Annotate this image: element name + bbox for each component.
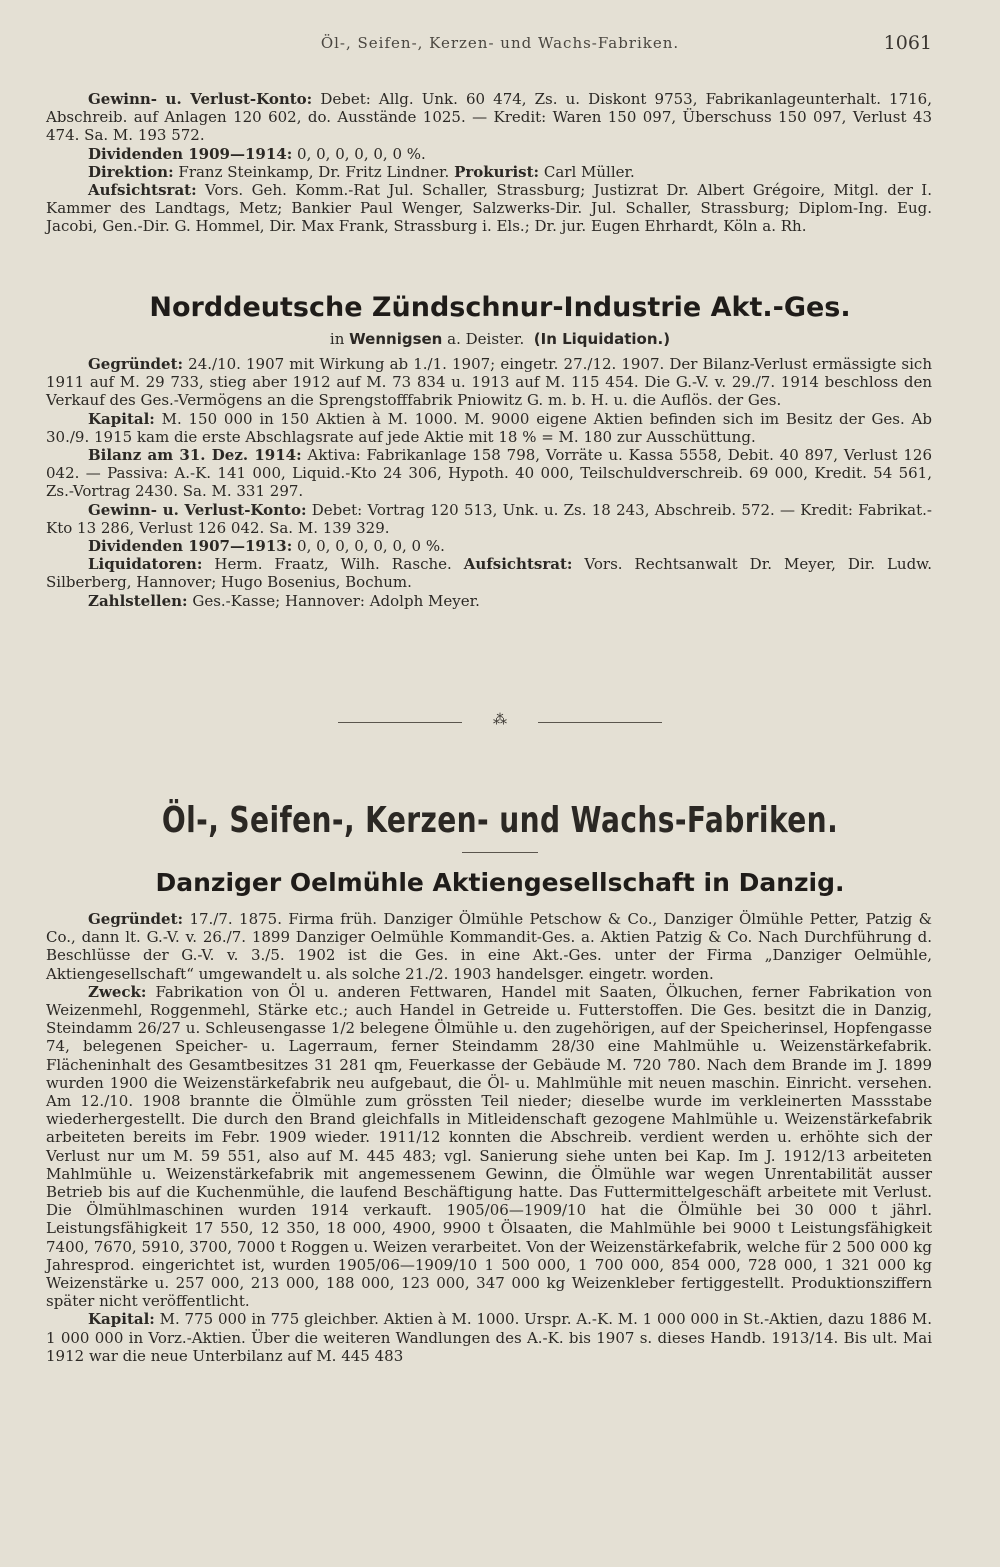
bilanz-text: Aktiva: Fabrikanlage 158 798, Vorräte u. Kassa 5558, Debit. 40 897, Verlust 126 042. — Passiva: A.-K. 141 000, Liquid.-Kto 24 306, Hypoth. 40 000, Teilschuldverschreib. 69 000, Kredit. 54 561, Zs.-Vortrag 2430. Sa. M. 331 297. — [46, 446, 932, 501]
direktion-text: Franz Steinkamp, Dr. Fritz Lindner. — [178, 162, 450, 181]
kapital-label: Kapital: — [88, 409, 155, 428]
kapital-text: M. 150 000 in 150 Aktien à M. 1000. M. 9000 eigene Aktien befinden sich im Besitz der Ges. Ab 30./9. 1915 kam die erste Abschlagsrate auf jede Aktie mit 18 % = M. 180 zur Ausschüttung. — [46, 409, 932, 446]
dividenden-label: Dividenden 1907—1913: — [88, 537, 293, 556]
aufsichtsrat-label: Aufsichtsrat: — [88, 181, 197, 200]
aufsichtsrat-text: Vors. Rechtsanwalt Dr. Meyer, Dir. Ludw. Silberberg, Hannover; Hugo Bosenius, Bochum. — [46, 555, 933, 592]
zweck-text: Fabrikation von Öl u. anderen Fettwaren, Handel mit Saaten, Ölkuchen, ferner Fabrikation von Weizenmehl, Roggenmehl, Stärke etc.; auch Handel in Getreide u. Futterstoffen. Die Ges. besitzt die in Danzig, Steindamm 26/27 u. Schleusengasse 1/2 belegene Ölmühle u. den zugehörigen, auf der Speicherinsel, Hopfengasse 74, belegenen Speicher- u. Lagerraum, ferner Steindamm 28/30 eine Mahlmühle u. Weizenstärkefabrik. Flächeninhalt des Gesamtbesitzes 31 281 qm, Feuerkasse der Gebäude M. 720 780. Nach dem Brande im J. 1899 wurden 1900 die Weizenstärkefabrik neu aufgebaut, die Öl- u. Mahlmühle mit neuen maschin. Einricht. versehen. Am 12./10. 1908 brannte die Ölmühle zum grössten Teil nieder; dieselbe wurde im verkleinerten Massstabe wiederhergestellt. Die durch den Brand gleichfalls in Mitleidenschaft gezogene Mahlmühle u. Weizenstärkefabrik arbeiteten bereits im Febr. 1909 wieder. 1911/12 konnten die Abschreib. verdient werden u. erhöhte sich der Verlust nur um M. 59 551, also auf M. 445 483; vgl. Sanierung siehe unten bei Kap. Im J. 1912/13 arbeiteten Mahlmühle u. Weizenstärkefabrik mit angemessenem Gewinn, die Ölmühle war wegen Unrentabilität ausser Betrieb bis auf die Kuchenmühle, die laufend Beschäftigung hatte. Das Futtermittelgeschäft arbeitete mit Verlust. Die Ölmühlmaschinen wurden 1914 verkauft. 1905/06—1909/10 hat die Ölmühle bei 30 000 t jährl. Leistungsfähigkeit 17 550, 12 350, 18 000, 4900, 9900 t Ölsaaten, die Mahlmühle bei 9000 t Leistungsfähigkeit 7400, 7670, 5910, 3700, 7000 t Roggen u. Weizen verarbeitet. Von der Weizenstärkefabrik, welche für 2 500 000 kg Jahresprod. eingerichtet ist, wurden 1905/06—1909/10 1 500 000, 1 700 000, 854 000, 728 000, 1 321 000 kg Weizenstärke u. 257 000, 213 000, 188 000, 123 000, 347 000 kg Weizenkleber fertiggestellt. Produktionsziffern später nicht veröffentlicht. — [46, 982, 932, 1311]
company1-title: Norddeutsche Zündschnur-Industrie Akt.-Ges. — [149, 292, 851, 323]
liquidation-status: (In Liquidation.) — [533, 330, 671, 348]
company2-body — [46, 910, 932, 1365]
gegruendet-text: 17./7. 1875. Firma früh. Danziger Ölmühle Petschow & Co., Danziger Ölmühle Petter, Patzig & Co., dann lt. G.-V. v. 26./7. 1899 Danziger Oelmühle Kommandit-Ges. a. Aktien Patzig & Co. Nach Durchführung d. Beschlüsse der G.-V. v. 3./5. 1902 ist die Ges. in eine Akt.-Ges. unter der Firma „Danziger Oelmühle, Aktiengesellschaft“ umgewandelt u. als solche 21./2. 1903 handelsger. eingetr. worden. — [46, 910, 932, 983]
page-header — [0, 34, 1000, 62]
direktion-label: Direktion: — [88, 162, 174, 181]
company1-location-line — [0, 330, 1000, 348]
dividenden-text: 0, 0, 0, 0, 0, 0 %. — [297, 144, 426, 163]
dividenden-text: 0, 0, 0, 0, 0, 0, 0 %. — [297, 537, 445, 556]
gewinn-text: Debet: Allg. Unk. 60 474, Zs. u. Diskont 9753, Fabrikanlageunterhalt. 1716, Abschreib. auf Anlagen 120 602, do. Ausstände 1025. — Kredit: Waren 150 097, Überschuss 150 097, Verlust 43 474. Sa. M. 193 572. — [46, 90, 932, 145]
company2-title: Danziger Oelmühle Aktiengesellschaft in Danzig. — [155, 868, 845, 897]
separator-right — [538, 722, 662, 723]
dividenden-label: Dividenden 1909—1914: — [88, 144, 293, 163]
section-rule — [462, 852, 538, 853]
prokurist-label: Prokurist: — [454, 162, 540, 181]
bilanz-label: Bilanz am 31. Dez. 1914: — [88, 446, 302, 465]
gewinn-label: Gewinn- u. Verlust-Konto: — [88, 90, 313, 108]
gegruendet-label: Gegründet: — [88, 910, 184, 928]
zweck-label: Zweck: — [88, 982, 147, 1001]
running-title: Öl-, Seifen-, Kerzen- und Wachs-Fabriken. — [320, 34, 680, 52]
page-number: 1061 — [883, 32, 932, 54]
location-suffix: a. Deister. — [447, 330, 525, 348]
liquidatoren-text: Herm. Fraatz, Wilh. Rasche. — [214, 555, 452, 574]
kapital-text: M. 775 000 in 775 gleichber. Aktien à M. 1000. Urspr. A.-K. M. 1 000 000 in St.-Aktien, dazu 1886 M. 1 000 000 in Vorz.-Aktien. Über die weiteren Wandlungen des A.-K. bis 1907 s. dieses Handb. 1913/14. Bis ult. Mai 1912 war die neue Unterbilanz auf M. 445 483 — [46, 1310, 932, 1365]
gegruendet-text: 24./10. 1907 mit Wirkung ab 1./1. 1907; eingetr. 27./12. 1907. Der Bilanz-Verlust ermässigte sich 1911 auf M. 29 733, stieg aber 1912 auf M. 73 834 u. 1913 auf M. 115 454. Die G.-V. v. 29./7. 1914 beschloss den Verkauf des Ges.-Vermögens an die Sprengstofffabrik Pniowitz G. m. b. H. u. die Auflös. der Ges. — [46, 355, 932, 410]
location-name: Wennigsen — [349, 330, 443, 348]
gewinn-text: Debet: Vortrag 120 513, Unk. u. Zs. 18 243, Abschreib. 572. — Kredit: Fabrikat.-Kto 13 286, Verlust 126 042. Sa. M. 139 329. — [46, 500, 932, 537]
section-title: Öl-, Seifen-, Kerzen- und Wachs-Fabriken. — [161, 800, 839, 841]
liquidatoren-label: Liquidatoren: — [88, 555, 203, 574]
location-prefix: in — [329, 330, 345, 348]
gewinn-label: Gewinn- u. Verlust-Konto: — [88, 500, 307, 519]
gegruendet-label: Gegründet: — [88, 355, 184, 373]
aufsichtsrat-text: Vors. Geh. Komm.-Rat Jul. Schaller, Strassburg; Justizrat Dr. Albert Grégoire, Mitgl. der I. Kammer des Landtags, Metz; Bankier Paul Wenger, Salzwerks-Dir. Jul. Schaller, Strassburg; Diplom-Ing. Eug. Jacobi, Gen.-Dir. G. Hommel, Dir. Max Frank, Strassburg i. Els.; Dr. jur. Eugen Ehrhardt, Köln a. Rh. — [46, 181, 932, 236]
prev-entry — [46, 90, 932, 236]
kapital-label: Kapital: — [88, 1310, 155, 1329]
aufsichtsrat-label: Aufsichtsrat: — [463, 555, 573, 574]
separator-left — [338, 722, 462, 723]
company1-body — [46, 355, 932, 610]
zahlstellen-label: Zahlstellen: — [88, 591, 188, 610]
zahlstellen-text: Ges.-Kasse; Hannover: Adolph Meyer. — [192, 591, 480, 610]
ornament-icon: ⁂ — [493, 712, 507, 728]
prokurist-text: Carl Müller. — [543, 162, 635, 181]
